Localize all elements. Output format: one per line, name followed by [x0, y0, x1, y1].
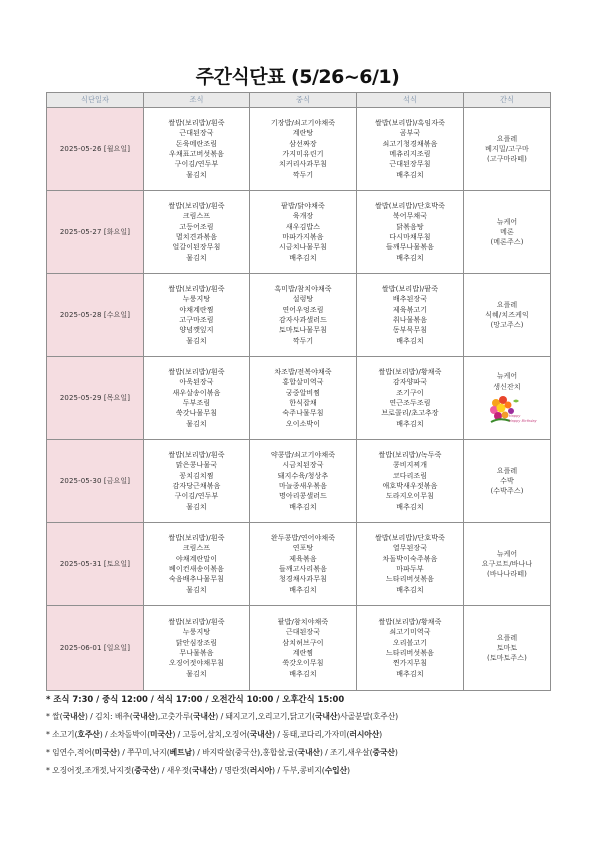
- menu-item: (토마토주스): [487, 654, 527, 663]
- menu-item: 쌀밥(보리밥)/황채죽: [378, 618, 442, 627]
- menu-item: 쑥갓오이무침: [282, 659, 324, 668]
- menu-item: 느타리버섯볶음: [385, 575, 435, 584]
- origin-text: ): [379, 730, 383, 739]
- menu-item: 계란탕: [292, 129, 314, 138]
- menu-item: 무나물볶음: [179, 649, 214, 657]
- menu-item: 콩비지찌개: [392, 461, 428, 470]
- menu-item: 뉴케어: [496, 372, 518, 381]
- menu-item: 맑은콩나물국: [175, 461, 218, 470]
- menu-item: 열무된장국: [392, 544, 428, 553]
- menu-item: 오리볼고기: [392, 638, 428, 647]
- menu-item: 가지미유린기: [282, 150, 324, 158]
- origin-text: ) / 명란젓(: [214, 766, 250, 775]
- dinner-cell: [357, 606, 464, 691]
- menu-item: 배추김치: [289, 585, 317, 594]
- origin-text: )사골분말(호주산): [337, 712, 399, 721]
- menu-item: 쇠고기미역국: [389, 628, 431, 637]
- notes: [46, 691, 566, 780]
- menu-item: 궁중알비찜: [285, 388, 321, 397]
- menu-item: 북어무채국: [392, 212, 428, 221]
- table-row: [47, 357, 551, 440]
- menu-item: 삼선짜장: [289, 139, 317, 148]
- date-cell: 2025-05-27 [화요일]: [47, 191, 144, 274]
- menu-item: 감자사과샐러드: [278, 316, 328, 324]
- menu-item: 배추김치: [396, 419, 424, 428]
- menu-item: 토마토나물무침: [278, 326, 328, 335]
- table-row: [47, 108, 551, 191]
- meal-times: * 조식 7:30 / 중식 12:00 / 석식 17:00 / 오전간식 10:00 / 오후간식 15:00: [46, 694, 345, 704]
- menu-item: 연어우엉조림: [282, 305, 324, 314]
- menu-item: 삼치허브구이: [282, 638, 324, 647]
- menu-item: 배추김치: [289, 502, 317, 511]
- menu-item: 근대된장국: [179, 129, 214, 138]
- menu-item: 물김치: [186, 336, 207, 345]
- origin-note: [46, 708, 566, 726]
- menu-item: 쇠고기청경채볶음: [382, 139, 438, 148]
- menu-item: 연포탕: [292, 544, 314, 553]
- menu-item: 약콩밥/쇠고기야채죽: [270, 451, 336, 460]
- table-row: [47, 274, 551, 357]
- menu-item: 마파두부: [396, 565, 424, 573]
- dinner-cell: [357, 357, 464, 440]
- origin-note: [46, 744, 566, 762]
- menu-item: 배추김치: [396, 170, 424, 179]
- menu-item: 감자당근채볶음: [172, 482, 221, 490]
- header-snack: 간식: [464, 93, 551, 108]
- menu-item: 배추김치: [289, 253, 317, 262]
- menu-item: 쌀밥(보리밥)/흰죽: [168, 202, 225, 211]
- menu-item: 식혜/치즈케익: [485, 310, 529, 319]
- origin-text: * 소고기(: [46, 730, 78, 739]
- menu-item: 제육볶음: [289, 554, 317, 563]
- menu-item: 구이김/연두부: [174, 492, 219, 501]
- menu-item: 크림스프: [182, 544, 211, 553]
- menu-item: 차돌박이숙주볶음: [382, 554, 438, 563]
- origin-country: 호주산: [77, 730, 100, 739]
- origin-country: 중국산: [372, 748, 395, 757]
- date-cell: 2025-05-31 [토요일]: [47, 523, 144, 606]
- menu-item: 다시마채무침: [389, 233, 431, 241]
- menu-item: (바나나라떼): [487, 570, 527, 579]
- dinner-cell: [357, 440, 464, 523]
- date-cell: 2025-05-28 [수요일]: [47, 274, 144, 357]
- menu-item: 팥밥/참치야채죽: [277, 618, 329, 627]
- menu-item: 육개장: [292, 212, 314, 221]
- menu-item: 돼지수육/청상추: [277, 471, 329, 480]
- menu-item: 제육볶고기: [392, 305, 428, 314]
- menu-item: 오징어젓야채무침: [169, 659, 224, 668]
- menu-item: 배추김치: [396, 669, 424, 678]
- origin-country: 국내산: [249, 730, 273, 739]
- menu-item: 한식잡채: [289, 399, 317, 407]
- menu-item: 두부조림: [182, 399, 211, 407]
- menu-item: 배추김치: [396, 253, 424, 262]
- menu-item: 깍두기: [292, 336, 314, 345]
- date-cell: 2025-05-29 [목요일]: [47, 357, 144, 440]
- date-cell: 2025-06-01 [일요일]: [47, 606, 144, 691]
- menu-item: 야채계란찜: [179, 305, 214, 314]
- menu-item: 들깨고사리볶음: [278, 565, 328, 573]
- table-row: [47, 523, 551, 606]
- menu-item: 생신잔치: [493, 382, 521, 391]
- menu-item: 쑥갓나물무침: [175, 409, 218, 418]
- origin-text: * 오징어젓,조개젓,낙지젓(: [46, 766, 135, 775]
- menu-item: 물김치: [186, 253, 207, 262]
- origin-text: ) / 돼지고기,오리고기,닭고기(: [215, 712, 315, 721]
- menu-item: 쌀밥(보리밥)/흑임자죽: [375, 119, 445, 128]
- header-date: 식단일자: [47, 93, 144, 108]
- menu-item: 명아리콩샐러드: [278, 492, 328, 501]
- menu-item: 물김치: [186, 502, 207, 511]
- menu-item: 뉴케어: [496, 549, 518, 558]
- origin-text: ),고춧가루(: [154, 712, 193, 721]
- breakfast-cell: [144, 440, 250, 523]
- menu-item: 쌀밥(보리밥)/단호박죽: [375, 534, 445, 543]
- lunch-cell: [250, 191, 357, 274]
- breakfast-cell: [144, 191, 250, 274]
- menu-item: 새우김밥스: [285, 222, 321, 231]
- menu-item: 숙음배추나물무침: [169, 575, 224, 584]
- menu-item: 느타리버섯볶음: [385, 649, 435, 657]
- menu-item: 물김치: [186, 170, 207, 179]
- menu-item: 청경채사과무침: [278, 575, 328, 584]
- menu-item: 멸치견과볶음: [175, 233, 218, 241]
- menu-item: 요구르트/바나나: [481, 559, 533, 568]
- breakfast-cell: [144, 357, 250, 440]
- svg-text:Happy: Happy: [509, 413, 521, 418]
- menu-item: 근대된장국: [285, 628, 321, 637]
- menu-item: 아욱된장국: [179, 378, 214, 387]
- menu-item: 흑미밥/참치야채죽: [274, 285, 332, 294]
- menu-item: 물김치: [186, 669, 207, 678]
- origin-country: 러시아산: [349, 730, 380, 739]
- origin-country: 러시아: [249, 766, 273, 775]
- menu-item: 쌀밥(보리밥)/흰죽: [168, 534, 225, 543]
- menu-item: 근대된장무침: [389, 160, 431, 169]
- lunch-cell: [250, 357, 357, 440]
- origin-country: 국내산: [314, 712, 338, 721]
- dinner-cell: [357, 108, 464, 191]
- origin-note: [46, 726, 566, 744]
- origin-text: ): [347, 766, 350, 775]
- origin-country: 미국산: [150, 730, 173, 739]
- menu-item: 취나물볶음: [392, 316, 428, 324]
- menu-item: 고구마조림: [179, 316, 214, 324]
- birthday-flowers-image: [464, 395, 550, 425]
- menu-item: 마늘종새우볶음: [278, 482, 328, 490]
- menu-item: 돈육메란조림: [175, 139, 218, 148]
- dinner-cell: [357, 274, 464, 357]
- menu-item: 요플레: [496, 466, 518, 475]
- menu-item: 팥밥/닭야채죽: [281, 202, 325, 211]
- menu-item: 깍두기: [292, 170, 314, 179]
- menu-item: (망고주스): [490, 321, 524, 330]
- menu-item: 차조밥/전복야채죽: [274, 368, 332, 377]
- page-title: 주간식단표 (5/26~6/1): [195, 66, 400, 88]
- menu-item: 요플레: [496, 134, 518, 143]
- menu-item: (수박주스): [490, 487, 524, 496]
- svg-text:Happy Birthday: Happy Birthday: [509, 418, 537, 423]
- menu-item: 완두콩밥/연어야채죽: [270, 534, 336, 543]
- breakfast-cell: [144, 606, 250, 691]
- header-lunch: 중식: [250, 93, 357, 108]
- snack-cell: [464, 191, 551, 274]
- menu-item: 치커리사과무침: [278, 160, 328, 169]
- snack-cell: [464, 274, 551, 357]
- menu-item: (메론주스): [490, 238, 524, 247]
- menu-item: 쌀밥(보리밥)/흰죽: [168, 618, 225, 627]
- menu-item: 쌀밥(보리밥)/흰죽: [168, 285, 225, 294]
- origin-text: ): [394, 748, 398, 757]
- origin-text: ) / 소차돌박이(: [99, 730, 151, 739]
- menu-item: 쌀밥(보리밥)/흰죽: [168, 119, 225, 128]
- menu-item: 베지밀/고구마: [485, 144, 529, 153]
- origin-text: * 쌀(: [46, 712, 63, 721]
- menu-item: 쌀밥(보리밥)/팥죽: [381, 285, 439, 294]
- origin-country: 수입산: [324, 766, 348, 775]
- menu-item: 계란찜: [292, 649, 314, 657]
- menu-item: 쌀밥(보리밥)/흰죽: [168, 451, 225, 460]
- menu-item: 도라지오이무침: [385, 492, 435, 501]
- menu-item: 찐가지무침: [392, 659, 428, 668]
- lunch-cell: [250, 108, 357, 191]
- menu-item: 닭안심장조림: [175, 638, 218, 647]
- origin-text: ) / 쭈꾸미,낙지(: [116, 748, 170, 757]
- origin-text: ) / 두부,콩비지(: [272, 766, 325, 775]
- menu-item: 시금치나물무침: [278, 243, 328, 252]
- origin-country: 미국산: [94, 748, 117, 757]
- origin-country: 국내산: [191, 766, 215, 775]
- menu-item: 메츄리지조림: [389, 150, 431, 158]
- menu-item: 조기구이: [396, 388, 424, 397]
- menu-item: 마파가지볶음: [282, 233, 324, 241]
- breakfast-cell: [144, 108, 250, 191]
- menu-item: 쌀밥(보리밥)/흰죽: [168, 368, 225, 377]
- menu-item: 홍합살미역국: [282, 378, 324, 387]
- origin-country: 국내산: [62, 712, 85, 721]
- menu-item: 양념깻잎지: [179, 326, 214, 335]
- menu-item: 브로콜리/초고추장: [381, 409, 439, 418]
- menu-item: 기장밥/쇠고기야채죽: [270, 119, 336, 128]
- menu-item: 물김치: [186, 585, 207, 594]
- origin-country: 중국산: [134, 766, 157, 775]
- lunch-cell: [250, 523, 357, 606]
- menu-item: 고등어조림: [179, 222, 214, 231]
- origin-country: 국내산: [132, 712, 155, 721]
- menu-item: 배추김치: [396, 585, 424, 594]
- menu-item: 야채계란말이: [175, 554, 218, 563]
- origin-text: ) / 바지락살(중국산),홍합살,굴(: [191, 748, 298, 757]
- menu-item: 크림스프: [182, 212, 211, 221]
- menu-item: 메론: [500, 227, 514, 236]
- snack-cell: [464, 108, 551, 191]
- origin-text: ) / 고등어,삼치,오징어(: [172, 730, 250, 739]
- menu-item: 우채표고버섯볶음: [169, 150, 224, 158]
- menu-item: 배추김치: [396, 336, 424, 345]
- table-header-row: [47, 93, 551, 108]
- menu-item: 구이김/연두부: [174, 160, 219, 169]
- menu-item: 토마토: [496, 643, 518, 652]
- menu-item: 감자양파국: [392, 378, 428, 387]
- breakfast-cell: [144, 274, 250, 357]
- menu-item: 새우살송이볶음: [172, 388, 221, 397]
- date-cell: 2025-05-26 [월요일]: [47, 108, 144, 191]
- menu-item: 동부묵무침: [392, 326, 428, 335]
- menu-item: 숙주나물무침: [282, 409, 324, 418]
- date-cell: 2025-05-30 [금요일]: [47, 440, 144, 523]
- origin-country: 베트남: [169, 748, 192, 757]
- menu-item: 들깨무나물볶음: [385, 243, 435, 252]
- menu-item: 곰부국: [399, 129, 421, 138]
- table-row: [47, 191, 551, 274]
- snack-cell: [464, 440, 551, 523]
- lunch-cell: [250, 440, 357, 523]
- origin-note: [46, 762, 566, 780]
- menu-item: 얼갈이된장무침: [172, 243, 221, 252]
- menu-item: 물김치: [186, 419, 207, 428]
- menu-item: 코다리조림: [392, 471, 428, 480]
- menu-item: 쌀밥(보리밥)/녹두죽: [378, 451, 442, 460]
- menu-item: 애호박새우젓볶음: [382, 482, 438, 490]
- table-row: [47, 606, 551, 691]
- dinner-cell: [357, 523, 464, 606]
- origin-text: ) / 새우젓(: [156, 766, 192, 775]
- menu-item: (고구마라떼): [487, 155, 527, 164]
- menu-item: 누룽지탕: [182, 628, 211, 637]
- menu-item: 배추김치: [396, 502, 424, 511]
- menu-item: 요플레: [496, 633, 518, 642]
- snack-cell: [464, 606, 551, 691]
- lunch-cell: [250, 606, 357, 691]
- origin-text: * 임연수,적어(: [46, 748, 95, 757]
- header-dinner: 석식: [357, 93, 464, 108]
- menu-item: 누룽지탕: [182, 295, 211, 304]
- menu-item: 오이소박이: [285, 419, 321, 428]
- origin-country: 국내산: [297, 748, 320, 757]
- menu-item: 요플레: [496, 300, 518, 309]
- menu-item: 닭볶음탕: [396, 222, 424, 231]
- menu-item: 설렁탕: [292, 295, 314, 304]
- menu-item: 수박: [500, 476, 514, 485]
- origin-text: ) / 조기,새우살(: [319, 748, 373, 757]
- menu-item: 연근조두조림: [389, 399, 431, 407]
- dinner-cell: [357, 191, 464, 274]
- menu-item: 시금치된장국: [282, 461, 324, 470]
- header-breakfast: 조식: [144, 93, 250, 108]
- table-row: [47, 440, 551, 523]
- menu-item: 배추김치: [289, 669, 317, 678]
- origin-country: 국내산: [192, 712, 216, 721]
- menu-item: 배추된장국: [392, 295, 428, 304]
- menu-item: 뉴케어: [496, 217, 518, 226]
- lunch-cell: [250, 274, 357, 357]
- origin-text: ) / 동태,코다리,가자미(: [272, 730, 350, 739]
- origin-text: ) / 김치: 배추(: [84, 712, 133, 721]
- menu-item: 쌀밥(보리밥)/황채죽: [378, 368, 442, 377]
- menu-item: 쌀밥(보리밥)/단호박죽: [375, 202, 445, 211]
- snack-cell: [464, 357, 551, 440]
- menu-item: 베이컨새송이볶음: [169, 565, 224, 573]
- weekly-menu-table: [46, 92, 551, 691]
- breakfast-cell: [144, 523, 250, 606]
- snack-cell: [464, 523, 551, 606]
- menu-item: 꽁치김치찜: [179, 471, 214, 480]
